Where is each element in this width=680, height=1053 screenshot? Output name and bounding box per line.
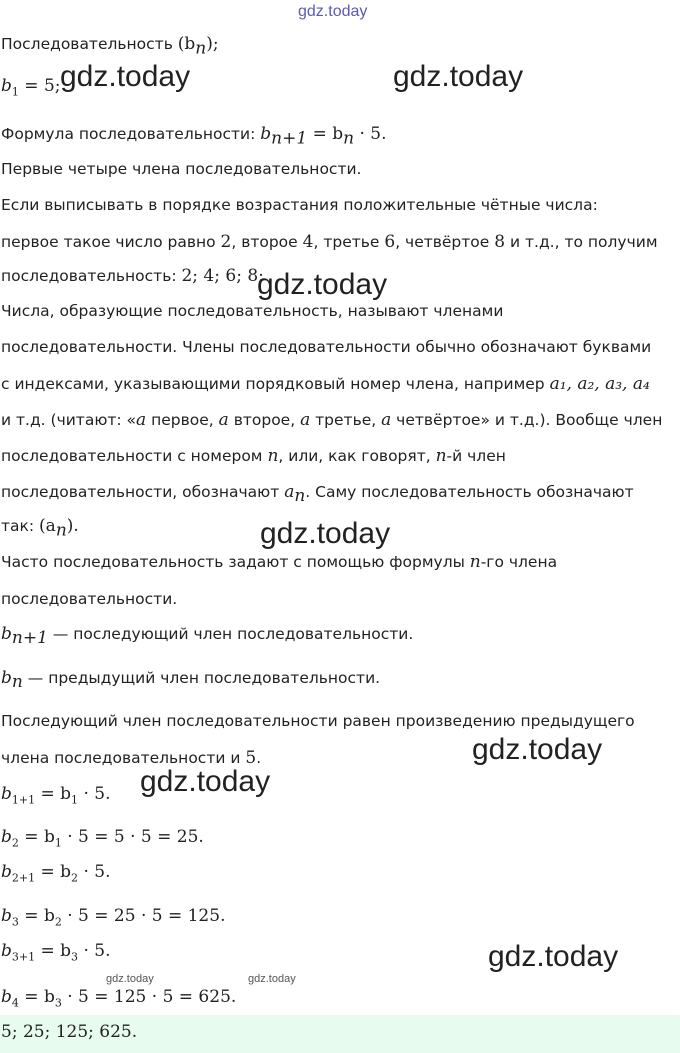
equation: $b_{2+1} = b_2 \cdot 5$. xyxy=(1,862,111,885)
text-line: Последующий член последовательности равен произведению предыдущего xyxy=(1,712,635,730)
watermark: gdz.today xyxy=(488,940,619,973)
watermark: gdz.today xyxy=(106,973,154,985)
text-line: и т.д. (читают: «a первое, a второе, a третье, a четвёртое» и т.д.). Вообще член xyxy=(1,410,663,430)
text-line: последовательности с номером n, или, как говорят, n-й член xyxy=(1,446,506,466)
equation: $b_4 = b_3 \cdot 5 = 125 \cdot 5 = 625$. xyxy=(1,987,237,1010)
answer-box xyxy=(0,1015,680,1053)
watermark: gdz.today xyxy=(248,973,296,985)
watermark: gdz.today xyxy=(260,517,391,550)
text-line: члена последовательности и 5. xyxy=(1,748,262,768)
text-line: Если выписывать в порядке возрастания положительные чётные числа: xyxy=(1,196,598,214)
equation: $b_{1+1} = b_1 \cdot 5$. xyxy=(1,784,111,807)
text-line: $b_{n+1}$ — последующий член последовательности. xyxy=(1,624,414,649)
equation: $b_{3+1} = b_3 \cdot 5$. xyxy=(1,941,111,964)
text-line: так: $(a_n)$. xyxy=(1,516,79,541)
watermark: gdz.today xyxy=(60,60,191,93)
text-line xyxy=(1,34,219,58)
math: $b_1 = 5$; xyxy=(1,76,61,99)
text-line: последовательности, обозначают $a_n$. Саму последовательность обозначают xyxy=(1,482,634,507)
text-line: Числа, образующие последовательность, называют членами xyxy=(1,302,504,320)
text-line: Первые четыре члена последовательности. xyxy=(1,160,362,178)
watermark: gdz.today xyxy=(298,3,368,20)
text-line: с индексами, указывающими порядковый номер члена, например a₁, a₂, a₃, a₄ xyxy=(1,374,650,394)
answer: 5; 25; 125; 625. xyxy=(1,1022,138,1042)
equation: $b_3 = b_2 \cdot 5 = 25 \cdot 5 = 125$. xyxy=(1,906,226,929)
text: Последовательность xyxy=(1,35,178,53)
text-line: последовательности. Члены последовательности обычно обозначают буквами xyxy=(1,338,652,356)
text-line: $b_n$ — предыдущий член последовательности. xyxy=(1,668,381,693)
text-line: первое такое число равно 2, второе 4, третье 6, четвёртое 8 и т.д., то получим xyxy=(1,232,658,252)
math: $b_{n+1} = b_n \cdot 5$. xyxy=(260,124,387,149)
text-line: последовательности. xyxy=(1,590,178,608)
watermark: gdz.today xyxy=(393,60,524,93)
math: $(b_n)$; xyxy=(177,34,219,59)
text-line: Часто последовательность задают с помощью формулы n-го члена xyxy=(1,552,558,572)
watermark: gdz.today xyxy=(257,268,388,301)
equation: $b_2 = b_1 \cdot 5 = 5 \cdot 5 = 25$. xyxy=(1,827,204,850)
text: Формула последовательности: xyxy=(1,125,261,143)
text-line xyxy=(1,124,387,148)
math-line xyxy=(1,76,61,98)
text-line: последовательность: 2; 4; 6; 8; xyxy=(1,266,264,286)
watermark: gdz.today xyxy=(472,733,603,766)
watermark: gdz.today xyxy=(140,765,271,798)
